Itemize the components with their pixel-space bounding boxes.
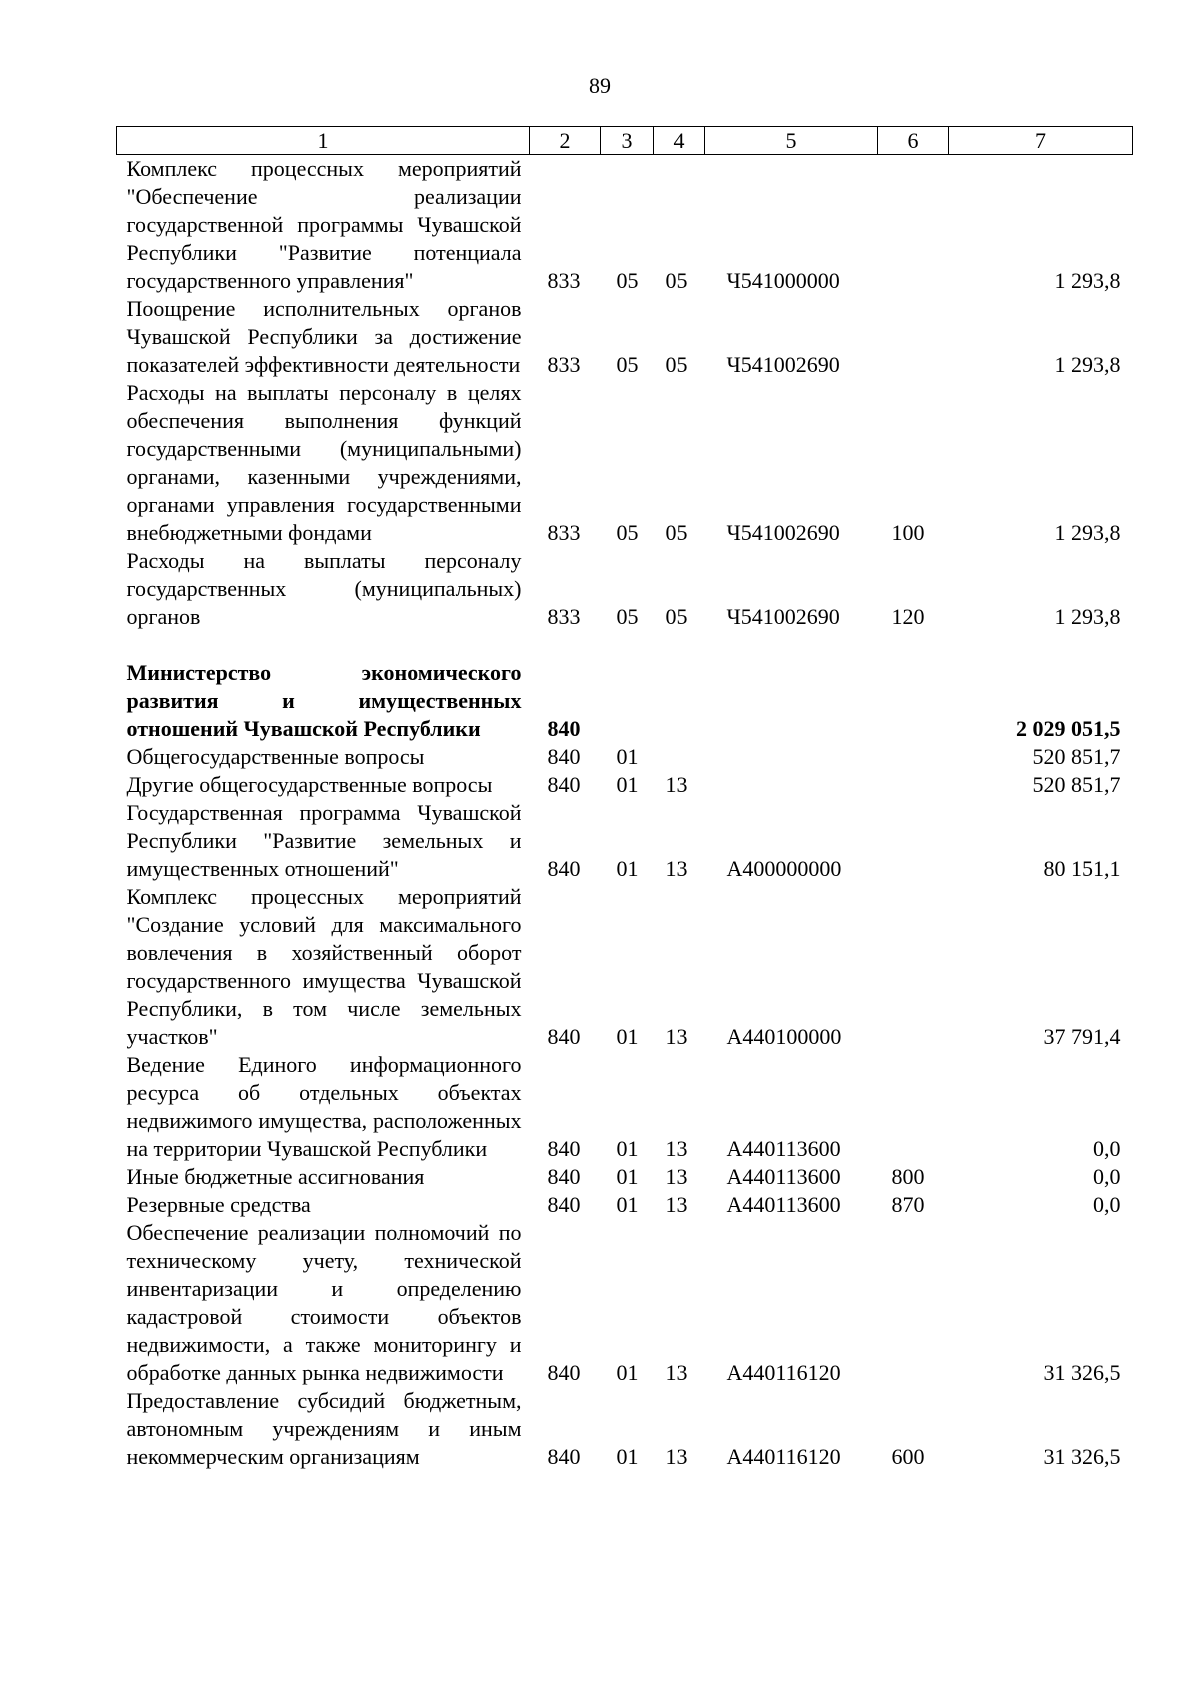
row-expense-type: 600	[891, 1444, 925, 1469]
row-subsection: 13	[665, 1360, 688, 1385]
row-target-article	[705, 743, 878, 771]
row-section: 05	[616, 604, 639, 629]
row-name: Другие общегосударственные вопросы	[126, 772, 493, 797]
row-target-article: Ч541000000	[726, 268, 840, 293]
row-expense-type: 870	[891, 1192, 925, 1217]
row-name: Общегосударственные вопросы	[126, 744, 425, 769]
row-amount: 520 851,7	[1032, 772, 1121, 797]
row-expense-type	[878, 155, 949, 296]
table-row	[117, 1191, 1133, 1219]
table-row	[117, 379, 1133, 547]
budget-table	[116, 126, 1133, 1471]
header-col-2: 2	[530, 127, 601, 155]
table-row	[117, 771, 1133, 799]
row-code: 833	[547, 520, 581, 545]
row-subsection: 05	[665, 604, 688, 629]
row-name: Расходы на выплаты персоналу государственных (муниципальных) органов	[126, 548, 522, 629]
row-target-article: А440113600	[726, 1136, 841, 1161]
spacer-row	[117, 631, 1133, 659]
table-row	[117, 743, 1133, 771]
row-name: Расходы на выплаты персоналу в целях обеспечения выполнения функций государственными (муниципальными) органами, казенными учреждениями, органами управления государственными внебюджетными фондами	[126, 380, 522, 545]
row-code: 833	[547, 352, 581, 377]
row-code: 840	[547, 1192, 581, 1217]
table-row	[117, 547, 1133, 631]
row-section: 01	[616, 1444, 639, 1469]
row-amount: 37 791,4	[1043, 1024, 1121, 1049]
row-target-article: А440116120	[726, 1360, 841, 1385]
row-section	[601, 659, 654, 743]
row-subsection: 13	[665, 1164, 688, 1189]
row-subsection: 13	[665, 1444, 688, 1469]
row-expense-type	[878, 799, 949, 883]
header-col-7: 7	[949, 127, 1133, 155]
header-col-3: 3	[601, 127, 654, 155]
row-amount: 1 293,8	[1054, 604, 1121, 629]
row-amount: 31 326,5	[1043, 1360, 1121, 1385]
row-expense-type: 100	[891, 520, 925, 545]
spacer-cell	[117, 631, 1133, 659]
row-expense-type	[878, 1051, 949, 1163]
row-expense-type	[878, 659, 949, 743]
row-target-article: Ч541002690	[726, 520, 840, 545]
row-subsection	[654, 659, 705, 743]
row-section: 01	[616, 1136, 639, 1161]
row-amount: 1 293,8	[1054, 268, 1121, 293]
row-amount: 0,0	[1093, 1136, 1121, 1161]
table-row	[117, 295, 1133, 379]
row-amount: 520 851,7	[1032, 744, 1121, 769]
row-section: 01	[616, 1192, 639, 1217]
row-amount: 1 293,8	[1054, 352, 1121, 377]
row-name: Министерство экономического развития и имущественных отношений Чувашской Республики	[126, 660, 522, 741]
row-target-article: Ч541002690	[726, 352, 840, 377]
row-code: 840	[547, 1360, 581, 1385]
row-expense-type: 800	[891, 1164, 925, 1189]
header-col-5: 5	[705, 127, 878, 155]
row-subsection: 05	[665, 352, 688, 377]
table-row	[117, 155, 1133, 296]
row-name: Обеспечение реализации полномочий по техническому учету, технической инвентаризации и определению кадастровой стоимости объектов недвижимости, а также мониторингу и обработке данных рынка недвижимости	[126, 1220, 522, 1385]
table-body	[117, 155, 1133, 1472]
row-target-article: Ч541002690	[726, 604, 840, 629]
row-section: 01	[616, 856, 639, 881]
row-name: Резервные средства	[126, 1192, 311, 1217]
row-amount: 0,0	[1093, 1164, 1121, 1189]
row-amount: 2 029 051,5	[1016, 716, 1121, 741]
row-section: 05	[616, 520, 639, 545]
row-section: 01	[616, 1360, 639, 1385]
row-target-article	[705, 659, 878, 743]
table-row	[117, 1163, 1133, 1191]
row-subsection: 05	[665, 520, 688, 545]
row-section: 05	[616, 268, 639, 293]
row-section: 01	[616, 1164, 639, 1189]
row-target-article: А440113600	[726, 1164, 841, 1189]
row-amount: 1 293,8	[1054, 520, 1121, 545]
row-subsection: 13	[665, 856, 688, 881]
table-row	[117, 883, 1133, 1051]
row-subsection: 13	[665, 1136, 688, 1161]
table-row	[117, 799, 1133, 883]
row-subsection: 13	[665, 1024, 688, 1049]
row-amount: 80 151,1	[1043, 856, 1121, 881]
page-number: 89	[589, 73, 611, 98]
row-subsection: 05	[665, 268, 688, 293]
row-code: 840	[547, 1136, 581, 1161]
table-row	[117, 1219, 1133, 1387]
row-code: 833	[547, 268, 581, 293]
row-name: Иные бюджетные ассигнования	[126, 1164, 425, 1189]
row-code: 840	[547, 744, 581, 769]
header-row	[117, 127, 1133, 155]
row-name: Предоставление субсидий бюджетным, автономным учреждениям и иным некоммерческим организациям	[126, 1388, 522, 1469]
header-col-4: 4	[654, 127, 705, 155]
header-col-1: 1	[117, 127, 530, 155]
row-code: 833	[547, 604, 581, 629]
row-target-article: А440113600	[726, 1192, 841, 1217]
row-code: 840	[547, 772, 581, 797]
row-code: 840	[547, 856, 581, 881]
table-header	[117, 127, 1133, 155]
row-section: 01	[616, 1024, 639, 1049]
row-amount: 31 326,5	[1043, 1444, 1121, 1469]
row-code: 840	[547, 1164, 581, 1189]
row-expense-type	[878, 1219, 949, 1387]
row-expense-type	[878, 883, 949, 1051]
row-subsection	[654, 743, 705, 771]
row-code: 840	[547, 1444, 581, 1469]
table-row	[117, 1387, 1133, 1471]
row-name: Комплекс процессных мероприятий "Обеспечение реализации государственной программы Чувашской Республики "Развитие потенциала государственного управления"	[126, 156, 522, 293]
row-name: Комплекс процессных мероприятий "Создание условий для максимального вовлечения в хозяйственный оборот государственного имущества Чувашской Республики, в том числе земельных участков"	[126, 884, 522, 1049]
row-name: Ведение Единого информационного ресурса об отдельных объектах недвижимого имущества, расположенных на территории Чувашской Республики	[126, 1052, 522, 1161]
row-expense-type	[878, 295, 949, 379]
row-subsection: 13	[665, 1192, 688, 1217]
row-expense-type	[878, 771, 949, 799]
row-name: Государственная программа Чувашской Республики "Развитие земельных и имущественных отношений"	[126, 800, 522, 881]
table-row	[117, 1051, 1133, 1163]
row-expense-type	[878, 743, 949, 771]
row-subsection: 13	[665, 772, 688, 797]
row-target-article	[705, 771, 878, 799]
row-code: 840	[547, 1024, 581, 1049]
row-amount: 0,0	[1093, 1192, 1121, 1217]
row-target-article: А400000000	[726, 856, 842, 881]
row-code: 840	[547, 716, 581, 741]
header-col-6: 6	[878, 127, 949, 155]
table-row	[117, 659, 1133, 743]
row-section: 01	[616, 772, 639, 797]
row-target-article: А440100000	[726, 1024, 842, 1049]
row-name: Поощрение исполнительных органов Чувашской Республики за достижение показателей эффективности деятельности	[126, 296, 522, 377]
row-expense-type: 120	[891, 604, 925, 629]
row-section: 01	[616, 744, 639, 769]
row-section: 05	[616, 352, 639, 377]
row-target-article: А440116120	[726, 1444, 841, 1469]
